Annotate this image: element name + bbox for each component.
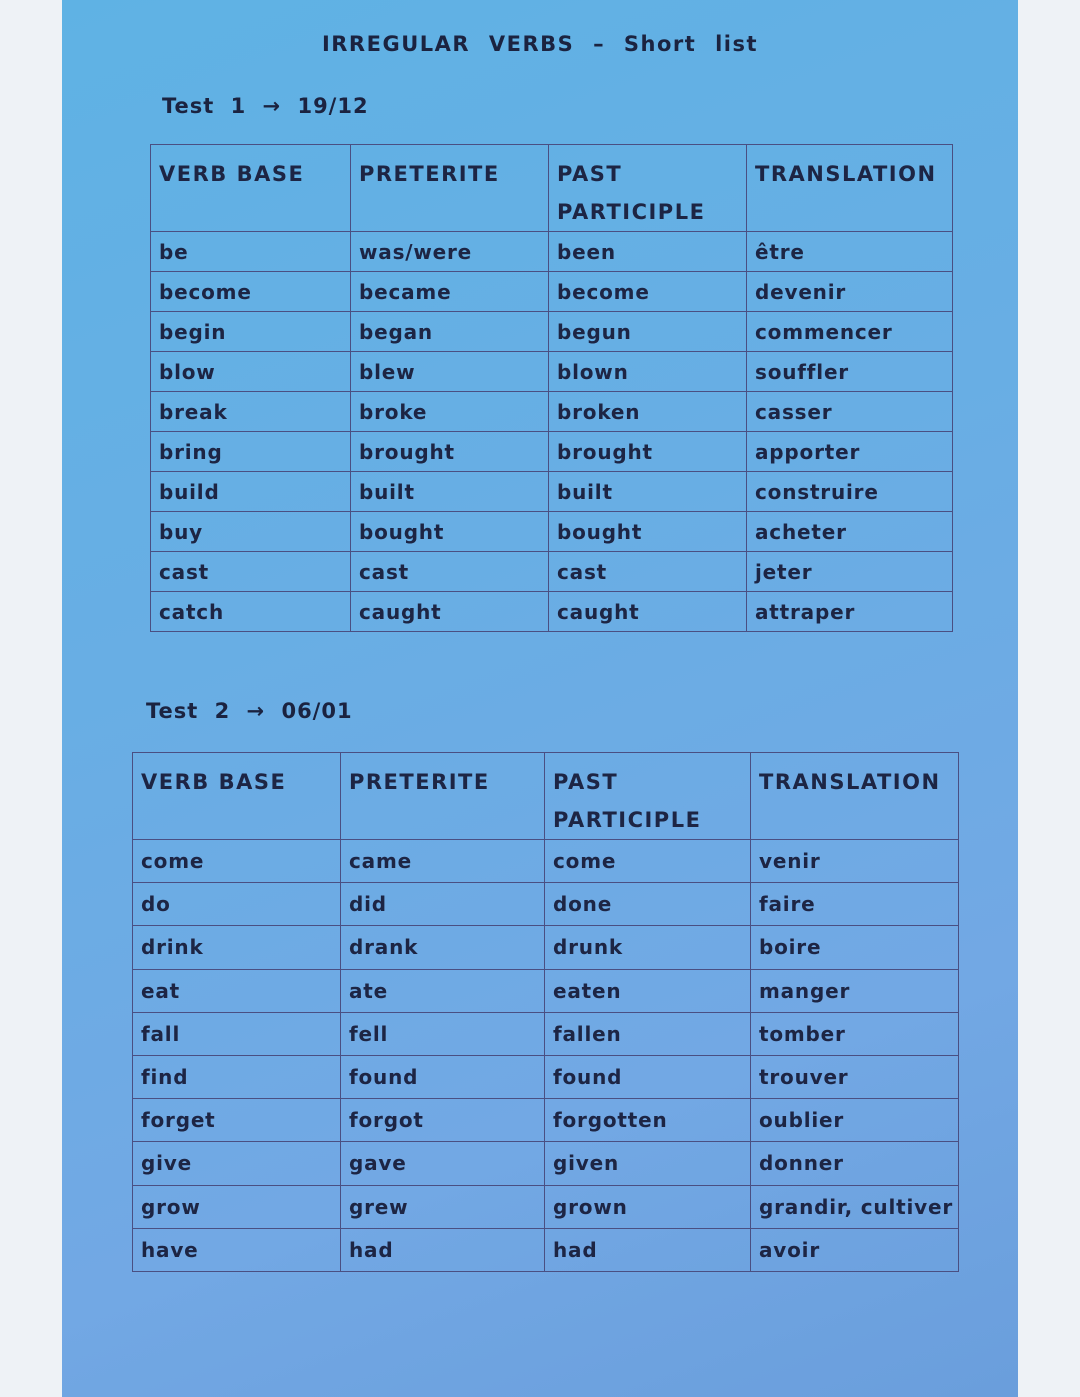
cell-verb-base: buy xyxy=(151,512,351,552)
cell-translation: attraper xyxy=(747,592,953,632)
cell-verb-base: find xyxy=(133,1055,341,1098)
cell-translation: venir xyxy=(751,840,959,883)
cell-verb-base: have xyxy=(133,1228,341,1271)
table2-body xyxy=(133,840,959,1272)
cell-past-participle: done xyxy=(545,883,751,926)
cell-preterite: fell xyxy=(341,1012,545,1055)
cell-preterite: found xyxy=(341,1055,545,1098)
cell-verb-base: forget xyxy=(133,1099,341,1142)
col-past-participle xyxy=(549,145,747,232)
cell-past-participle: eaten xyxy=(545,969,751,1012)
cell-past-participle: forgotten xyxy=(545,1099,751,1142)
test1-label: Test 1 → 19/12 xyxy=(162,94,369,118)
cell-verb-base: fall xyxy=(133,1012,341,1055)
cell-verb-base: begin xyxy=(151,312,351,352)
table-row xyxy=(133,1228,959,1271)
cell-past-participle: had xyxy=(545,1228,751,1271)
table-row xyxy=(133,1099,959,1142)
col-translation: TRANSLATION xyxy=(751,753,959,840)
cell-preterite: blew xyxy=(351,352,549,392)
cell-past-participle: begun xyxy=(549,312,747,352)
cell-past-participle: found xyxy=(545,1055,751,1098)
cell-translation: oublier xyxy=(751,1099,959,1142)
cell-preterite: bought xyxy=(351,512,549,552)
cell-past-participle: blown xyxy=(549,352,747,392)
cell-translation: manger xyxy=(751,969,959,1012)
cell-past-participle: been xyxy=(549,232,747,272)
col-preterite: PRETERITE xyxy=(341,753,545,840)
cell-verb-base: blow xyxy=(151,352,351,392)
cell-translation: faire xyxy=(751,883,959,926)
cell-preterite: broke xyxy=(351,392,549,432)
cell-translation: commencer xyxy=(747,312,953,352)
table-row xyxy=(151,392,953,432)
col-past-participle-line1: PAST xyxy=(553,770,619,794)
table-row xyxy=(151,272,953,312)
table-row xyxy=(133,883,959,926)
cell-preterite: brought xyxy=(351,432,549,472)
cell-past-participle: built xyxy=(549,472,747,512)
cell-verb-base: build xyxy=(151,472,351,512)
test2-label: Test 2 → 06/01 xyxy=(146,699,353,723)
cell-verb-base: eat xyxy=(133,969,341,1012)
cell-verb-base: bring xyxy=(151,432,351,472)
cell-verb-base: drink xyxy=(133,926,341,969)
col-verb-base: VERB BASE xyxy=(151,145,351,232)
cell-verb-base: break xyxy=(151,392,351,432)
table-row xyxy=(133,840,959,883)
cell-past-participle: drunk xyxy=(545,926,751,969)
table-row xyxy=(151,472,953,512)
cell-translation: trouver xyxy=(751,1055,959,1098)
page-title: IRREGULAR VERBS – Short list xyxy=(321,32,759,56)
cell-translation: boire xyxy=(751,926,959,969)
cell-past-participle: come xyxy=(545,840,751,883)
table-row xyxy=(151,312,953,352)
cell-past-participle: bought xyxy=(549,512,747,552)
cell-translation: grandir, cultiver xyxy=(751,1185,959,1228)
cell-past-participle: fallen xyxy=(545,1012,751,1055)
cell-translation: être xyxy=(747,232,953,272)
cell-preterite: became xyxy=(351,272,549,312)
cell-translation: donner xyxy=(751,1142,959,1185)
cell-translation: tomber xyxy=(751,1012,959,1055)
cell-verb-base: grow xyxy=(133,1185,341,1228)
cell-preterite: grew xyxy=(341,1185,545,1228)
table-row xyxy=(133,969,959,1012)
cell-preterite: had xyxy=(341,1228,545,1271)
table-row xyxy=(151,592,953,632)
cell-preterite: gave xyxy=(341,1142,545,1185)
cell-verb-base: do xyxy=(133,883,341,926)
cell-preterite: built xyxy=(351,472,549,512)
table-row xyxy=(133,1185,959,1228)
table-row xyxy=(151,432,953,472)
cell-verb-base: cast xyxy=(151,552,351,592)
cell-preterite: began xyxy=(351,312,549,352)
cell-translation: construire xyxy=(747,472,953,512)
table-row xyxy=(151,512,953,552)
table-row xyxy=(151,552,953,592)
col-past-participle-line2: PARTICIPLE xyxy=(557,200,706,224)
cell-past-participle: caught xyxy=(549,592,747,632)
col-past-participle-line2: PARTICIPLE xyxy=(553,808,702,832)
table-header-row xyxy=(151,145,953,232)
cell-verb-base: become xyxy=(151,272,351,312)
cell-verb-base: be xyxy=(151,232,351,272)
cell-past-participle: become xyxy=(549,272,747,312)
cell-past-participle: grown xyxy=(545,1185,751,1228)
cell-preterite: came xyxy=(341,840,545,883)
cell-translation: apporter xyxy=(747,432,953,472)
cell-verb-base: catch xyxy=(151,592,351,632)
table-row xyxy=(133,926,959,969)
cell-translation: acheter xyxy=(747,512,953,552)
cell-translation: avoir xyxy=(751,1228,959,1271)
cell-preterite: forgot xyxy=(341,1099,545,1142)
col-verb-base: VERB BASE xyxy=(133,753,341,840)
col-translation: TRANSLATION xyxy=(747,145,953,232)
table-row xyxy=(151,352,953,392)
cell-past-participle: broken xyxy=(549,392,747,432)
col-preterite: PRETERITE xyxy=(351,145,549,232)
table-row xyxy=(151,232,953,272)
cell-preterite: did xyxy=(341,883,545,926)
cell-preterite: cast xyxy=(351,552,549,592)
cell-translation: souffler xyxy=(747,352,953,392)
table-row xyxy=(133,1142,959,1185)
table-row xyxy=(133,1055,959,1098)
document-page xyxy=(62,0,1018,1397)
cell-past-participle: cast xyxy=(549,552,747,592)
table1-body xyxy=(151,232,953,632)
cell-preterite: ate xyxy=(341,969,545,1012)
cell-past-participle: brought xyxy=(549,432,747,472)
cell-translation: devenir xyxy=(747,272,953,312)
cell-translation: jeter xyxy=(747,552,953,592)
cell-verb-base: come xyxy=(133,840,341,883)
cell-translation: casser xyxy=(747,392,953,432)
col-past-participle-line1: PAST xyxy=(557,162,623,186)
cell-preterite: drank xyxy=(341,926,545,969)
verbs-table-test1 xyxy=(150,144,953,632)
cell-preterite: was/were xyxy=(351,232,549,272)
cell-preterite: caught xyxy=(351,592,549,632)
col-past-participle xyxy=(545,753,751,840)
cell-past-participle: given xyxy=(545,1142,751,1185)
verbs-table-test2 xyxy=(132,752,959,1272)
table-header-row xyxy=(133,753,959,840)
cell-verb-base: give xyxy=(133,1142,341,1185)
table-row xyxy=(133,1012,959,1055)
